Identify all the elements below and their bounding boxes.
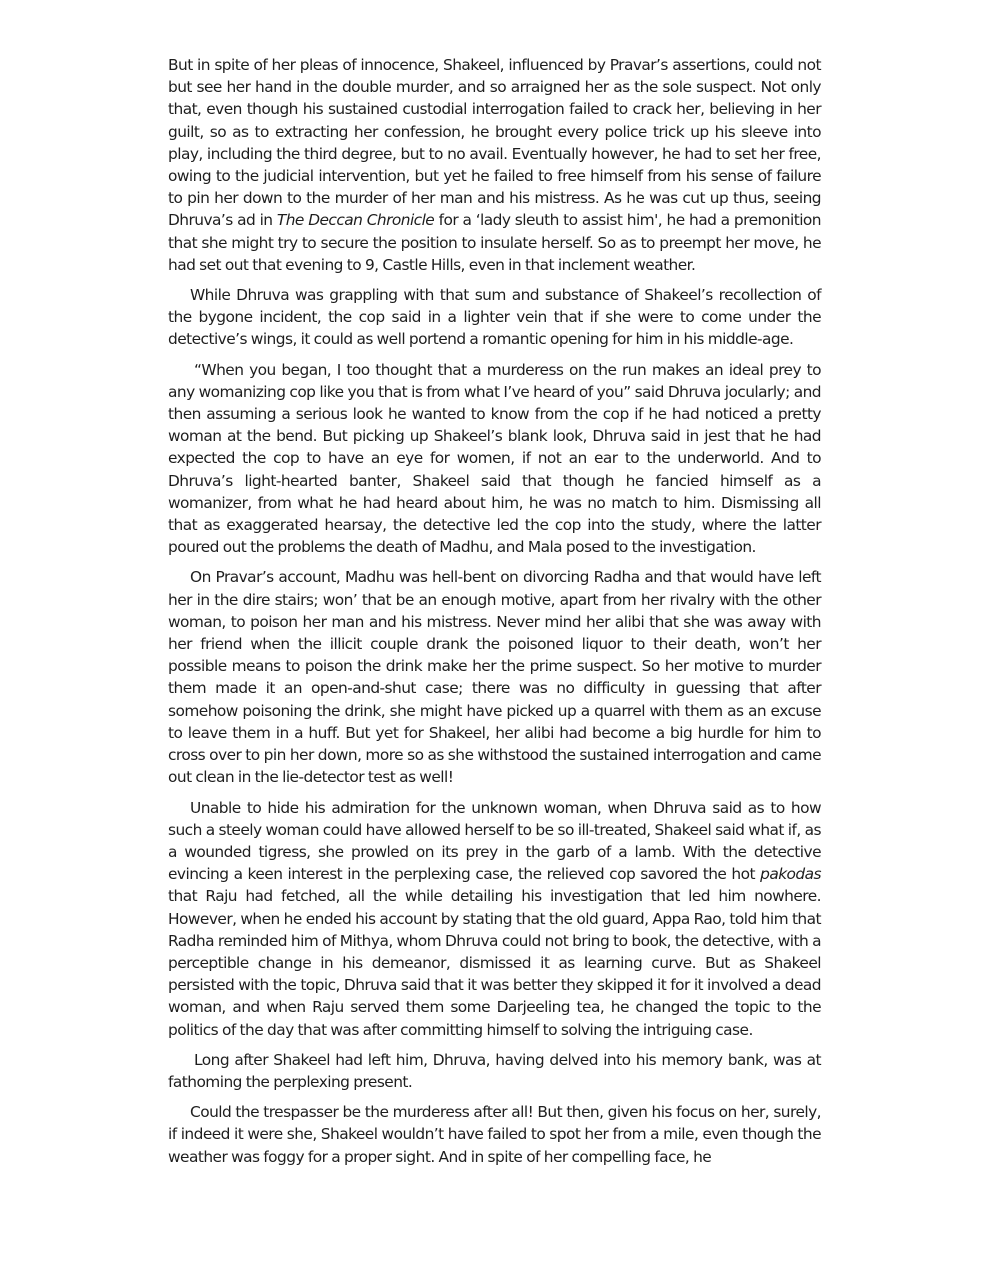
paragraph-5-part-1: Unable to hide his admiration for the unknown woman, when Dhruva said as to how such a steely woman could have allowed herself to be so ill-treated, Shakeel said what if, as a wounded tigress, she prowled on its prey in the garb of a lamb. With the detective evincing a keen interest in the perplexing case, the relieved cop savored the hot [168, 798, 821, 884]
paragraph-5 [168, 797, 821, 1041]
paragraph-4: On Pravar’s account, Madhu was hell-bent on divorcing Radha and that would have left her in the dire stairs; won’ that be an enough motive, apart from her rivalry with the other woman, to poison her man and his mistress. Never mind her alibi that she was away with her friend when the illicit couple drank the poisoned liquor to their death, won’t her possible means to poison the drink make her the prime suspect. So her motive to murder them made it an open-and-shut case; there was no difficulty in guessing that after somehow poisoning the drink, she might have picked up a quarrel with them as an excuse to leave them in a huff. But yet for Shakeel, her alibi had become a big hurdle for him to cross over to pin her down, more so as she withstood the sustained interrogation and came out clean in the lie-detector test as well! [168, 568, 821, 787]
paragraph-6: Long after Shakeel had left him, Dhruva, having delved into his memory bank, was at fathoming the perplexing present. [168, 1050, 821, 1091]
paragraph-2: While Dhruva was grappling with that sum and substance of Shakeel’s recollection of the bygone incident, the cop said in a lighter vein that if she were to come under the detective’s wings, it could as well portend a romantic opening for him in his middle-age. [168, 286, 821, 349]
food-term: pakodas [760, 865, 821, 884]
paragraph-1-part-1: But in spite of her pleas of innocence, Shakeel, influenced by Pravar’s assertions, could not but see her hand in the double murder, and so arraigned her as the sole suspect. Not only that, even though his sustained custodial interrogation failed to crack her, believing in her guilt, so as to extracting her confession, he brought every police trick up his sleeve into play, including the third degree, but to no avail. Eventually however, he had to set her free, owing to the judicial intervention, but yet he failed to free himself from his sense of failure to pin her down to the murder of her man and his mistress. As he was cut up thus, seeing Dhruva’s ad in [168, 56, 821, 230]
paragraph-1 [168, 54, 821, 276]
paragraph-3: “When you began, I too thought that a murderess on the run makes an ideal prey to any womanizing cop like you that is from what I’ve heard of you” said Dhruva jocularly; and then assuming a serious look he wanted to know from the cop if he had noticed a pretty woman at the bend. But picking up Shakeel’s blank look, Dhruva said in jest that he had expected the cop to have an eye for women, if not an ear to the underworld. And to Dhruva’s light-hearted banter, Shakeel said that though he fancied himself as a womanizer, from what he had heard about him, he was no match to him. Dismissing all that as exaggerated hearsay, the detective led the cop into the study, where the latter poured out the problems the death of Madhu, and Mala posed to the investigation. [168, 360, 821, 557]
paragraph-1-part-2: for a ‘lady sleuth to assist him', he had a premonition that she might try to secure the position to insulate herself. So as to preempt her move, he had set out that evening to 9, Castle Hills, even in that inclement weather. [168, 211, 822, 274]
paragraph-7: Could the trespasser be the murderess after all! But then, given his focus on her, surely, if indeed it were she, Shakeel wouldn’t have failed to spot her from a mile, even though the weather was foggy for a proper sight. And in spite of her compelling face, he [168, 1103, 821, 1166]
document-page [168, 54, 821, 1176]
newspaper-title: The Deccan Chronicle [276, 211, 435, 230]
paragraph-5-part-2: that Raju had fetched, all the while detailing his investigation that led him nowhere. However, when he ended his account by stating that the old guard, Appa Rao, told him that Radha reminded him of Mithya, whom Dhruva could not bring to book, the detective, with a perceptible change in his demeanor, dismissed it as learning curve. But as Shakeel persisted with the topic, Dhruva said that it was better they skipped it for it involved a dead woman, and when Raju served them some Darjeeling tea, he changed the topic to the politics of the day that was after committing himself to solving the intriguing case. [168, 887, 821, 1039]
